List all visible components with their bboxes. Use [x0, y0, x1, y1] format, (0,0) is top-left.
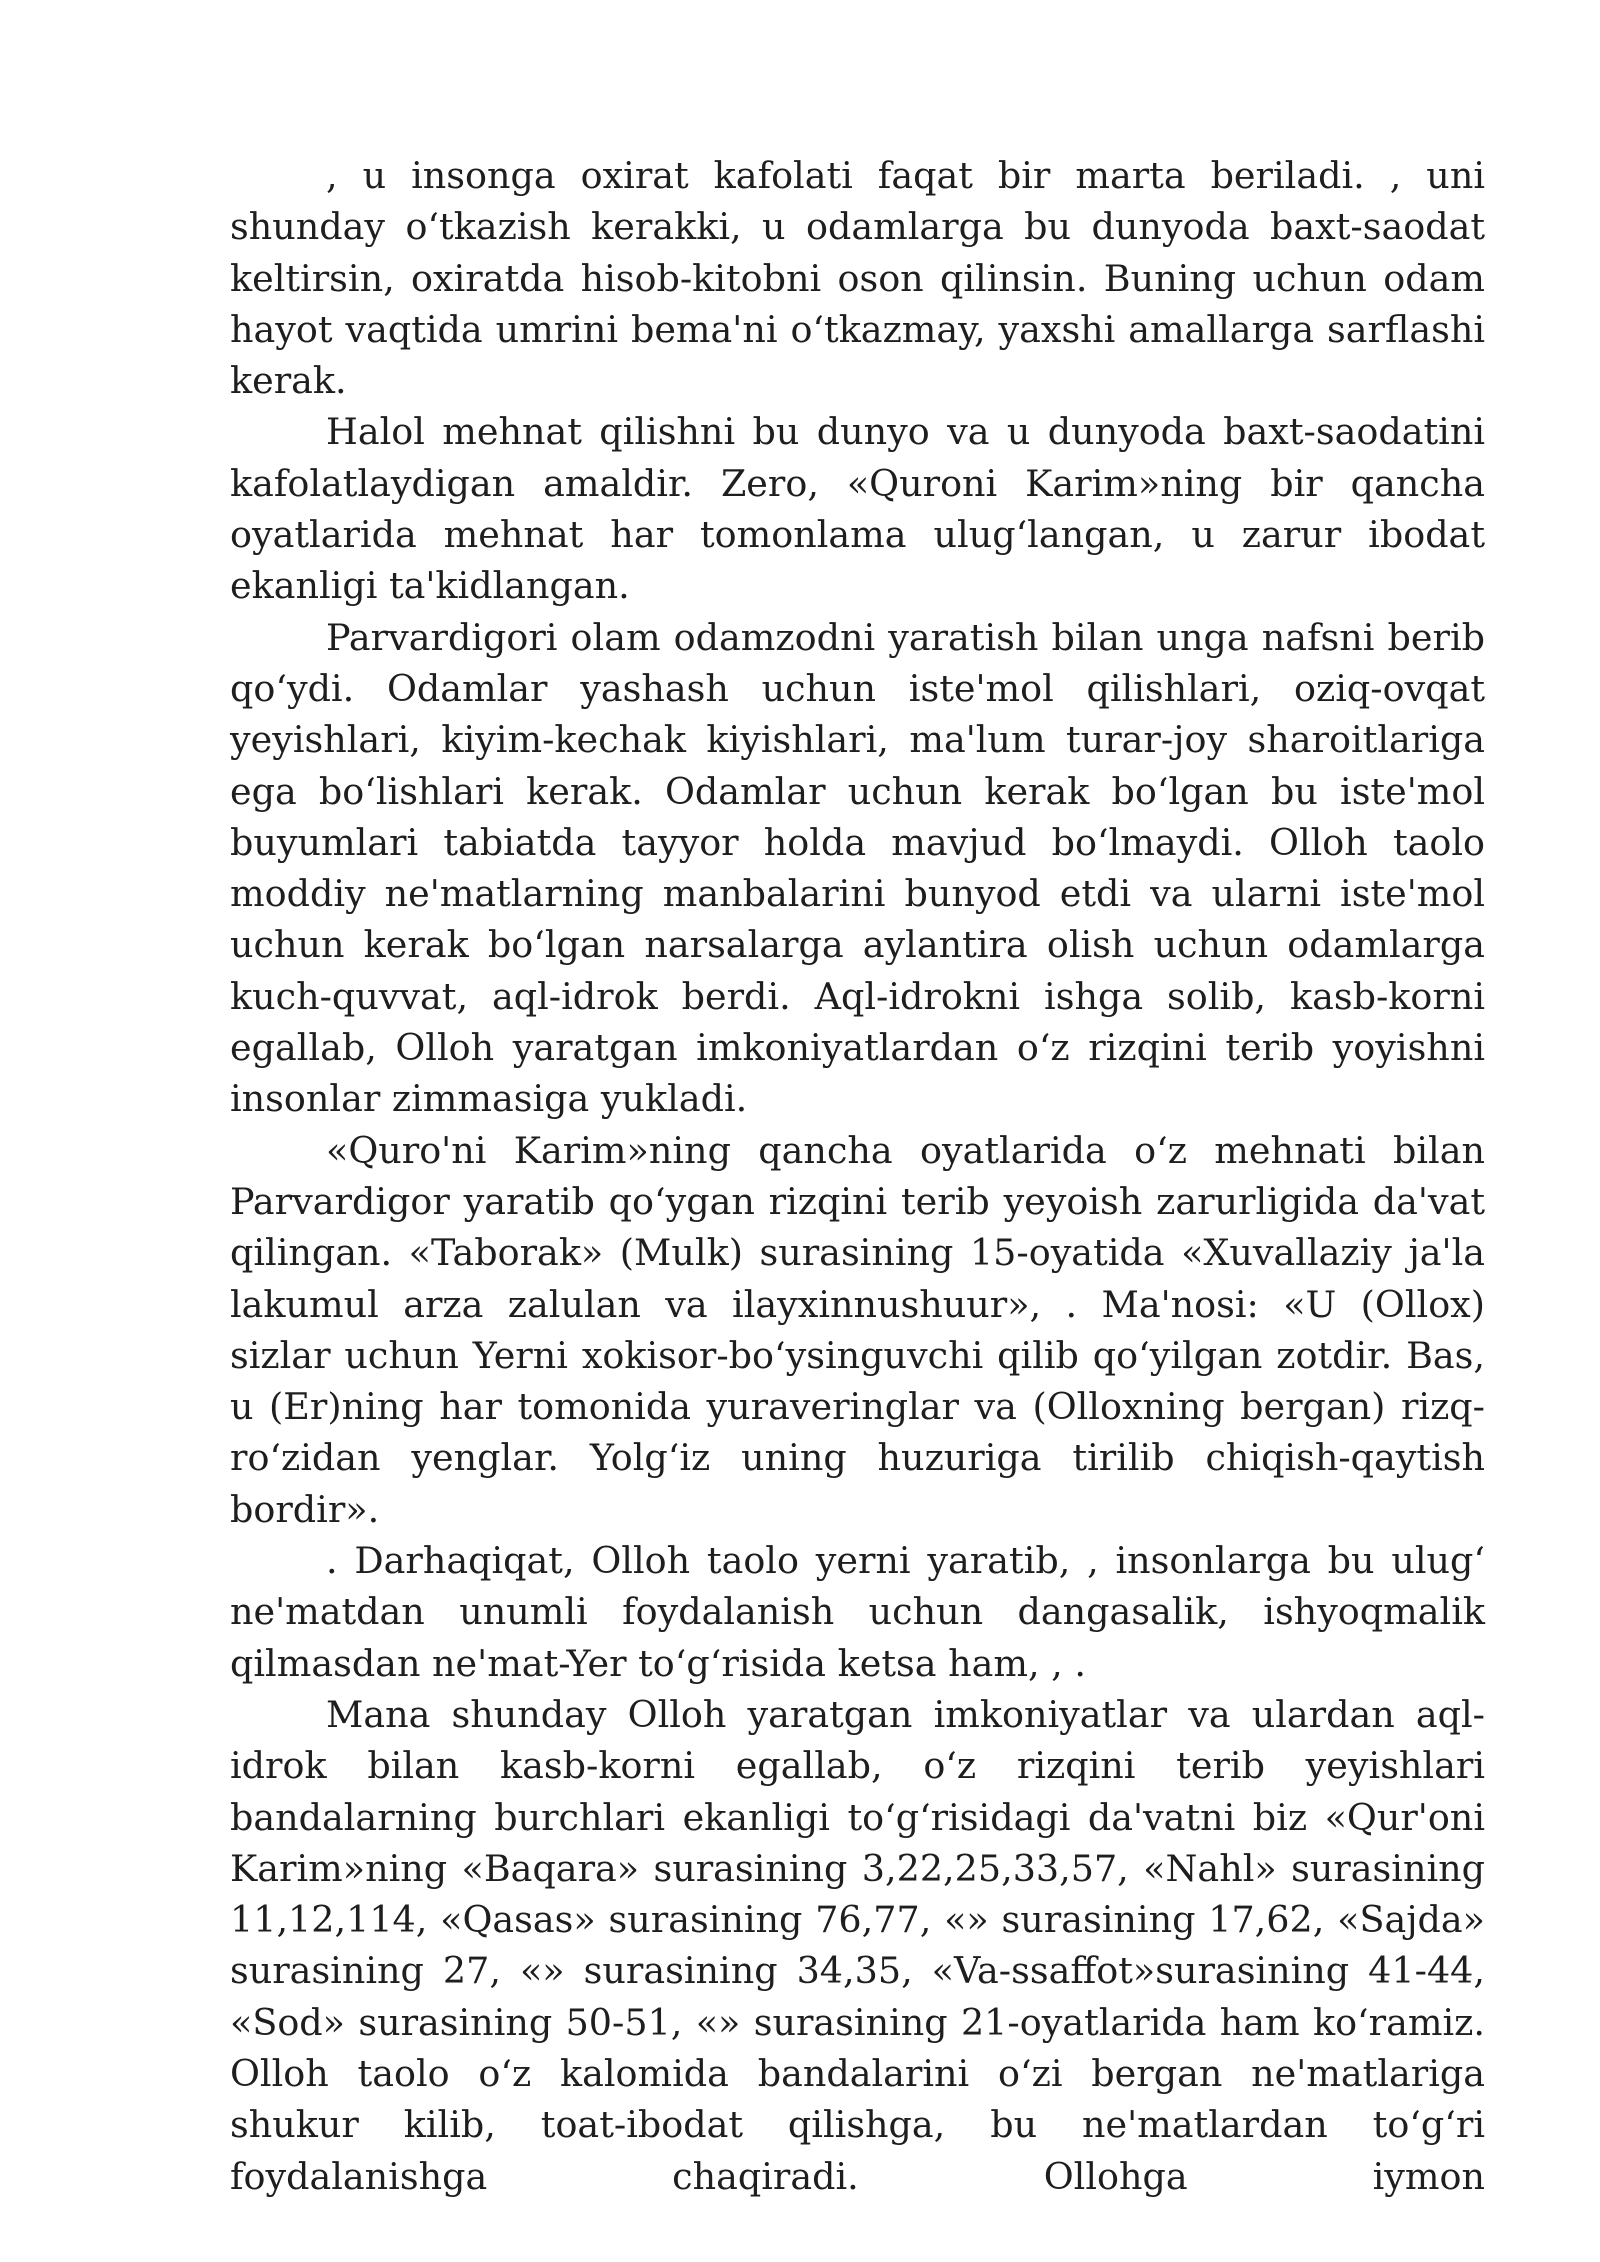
paragraph-1: , u insonga oxirat kafolati faqat bir marta beriladi. , uni shunday o‘tkazish kerakki, u odamlarga bu dunyoda baxt-saodat keltirsin, oxiratda hisob-kitobni oson qilinsin. Buning uchun odam hayot vaqtida umrini bema'ni o‘tkazmay, yaxshi amallarga sarflashi kerak. — [230, 154, 1485, 403]
paragraph-3: Parvardigori olam odamzodni yaratish bilan unga nafsni berib qo‘ydi. Odamlar yashash uchun iste'mol qilishlari, oziq-ovqat yeyishlari, kiyim-kechak kiyishlari, ma'lum turar-joy sharoitlariga ega bo‘lishlari kerak. Odamlar uchun kerak bo‘lgan bu iste'mol buyumlari tabiatda tayyor holda mavjud bo‘lmaydi. Olloh taolo moddiy ne'matlarning manbalarini bunyod etdi va ularni iste'mol uchun kerak bo‘lgan narsalarga aylantira olish uchun odamlarga kuch-quvvat, aql-idrok berdi. Aql-idrokni ishga solib, kasb-korni egallab, Olloh yaratgan imkoniyatlardan o‘z rizqini terib yoyishni insonlar zimmasiga yukladi. — [230, 615, 1485, 1121]
document-page — [230, 150, 1485, 2202]
paragraph-4: «Quro'ni Karim»ning qancha oyatlarida o‘z mehnati bilan Parvardigor yaratib qo‘ygan rizqini terib yeyoish zarurligida da'vat qilingan. «Taborak» (Mulk) surasining 15-oyatida «Xuvallaziy ja'la lakumul arza zalulan va ilayxinnushuur», . Ma'nosi: «U (Ollox) sizlar uchun Yerni xokisor-bo‘ysinguvchi qilib qo‘yilgan zotdir. Bas, u (Er)ning har tomonida yuraveringlar va (Olloxning bergan) rizq-ro‘zidan yenglar. Yolg‘iz uning huzuriga tirilib chiqish-qaytish bordir». — [230, 1128, 1485, 1531]
paragraph-6: Mana shunday Olloh yaratgan imkoniyatlar va ulardan aql-idrok bilan kasb-korni egallab, o‘z rizqini terib yeyishlari bandalarning burchlari ekanligi to‘g‘risidagi da'vatni biz «Qur'oni Karim»ning «Baqara» surasining 3,22,25,33,57, «Nahl» surasining 11,12,114, «Qasas» surasining 76,77, «» surasining 17,62, «Sajda» surasining 27, «» surasining 34,35, «Va-ssaffot»surasining 41-44, «Sod» surasining 50-51, «» surasining 21-oyatlarida ham ko‘ramiz. Olloh taolo o‘z kalomida bandalarini o‘zi bergan ne'matlariga shukur kilib, toat-ibodat qilishga, bu ne'matlardan to‘g‘ri foydalanishga chaqiradi. Ollohga iymon — [230, 1692, 1485, 2198]
paragraph-5: . Darhaqiqat, Olloh taolo yerni yaratib, , insonlarga bu ulug‘ ne'matdan unumli foydalanish uchun dangasalik, ishyoqmalik qilmasdan ne'mat-Yer to‘g‘risida ketsa ham, , . — [230, 1539, 1485, 1685]
paragraph-2: Halol mehnat qilishni bu dunyo va u dunyoda baxt-saodatini kafolatlaydigan amaldir. Zero, «Quroni Karim»ning bir qancha oyatlarida mehnat har tomonlama ulug‘langan, u zarur ibodat ekanligi ta'kidlangan. — [230, 410, 1485, 608]
